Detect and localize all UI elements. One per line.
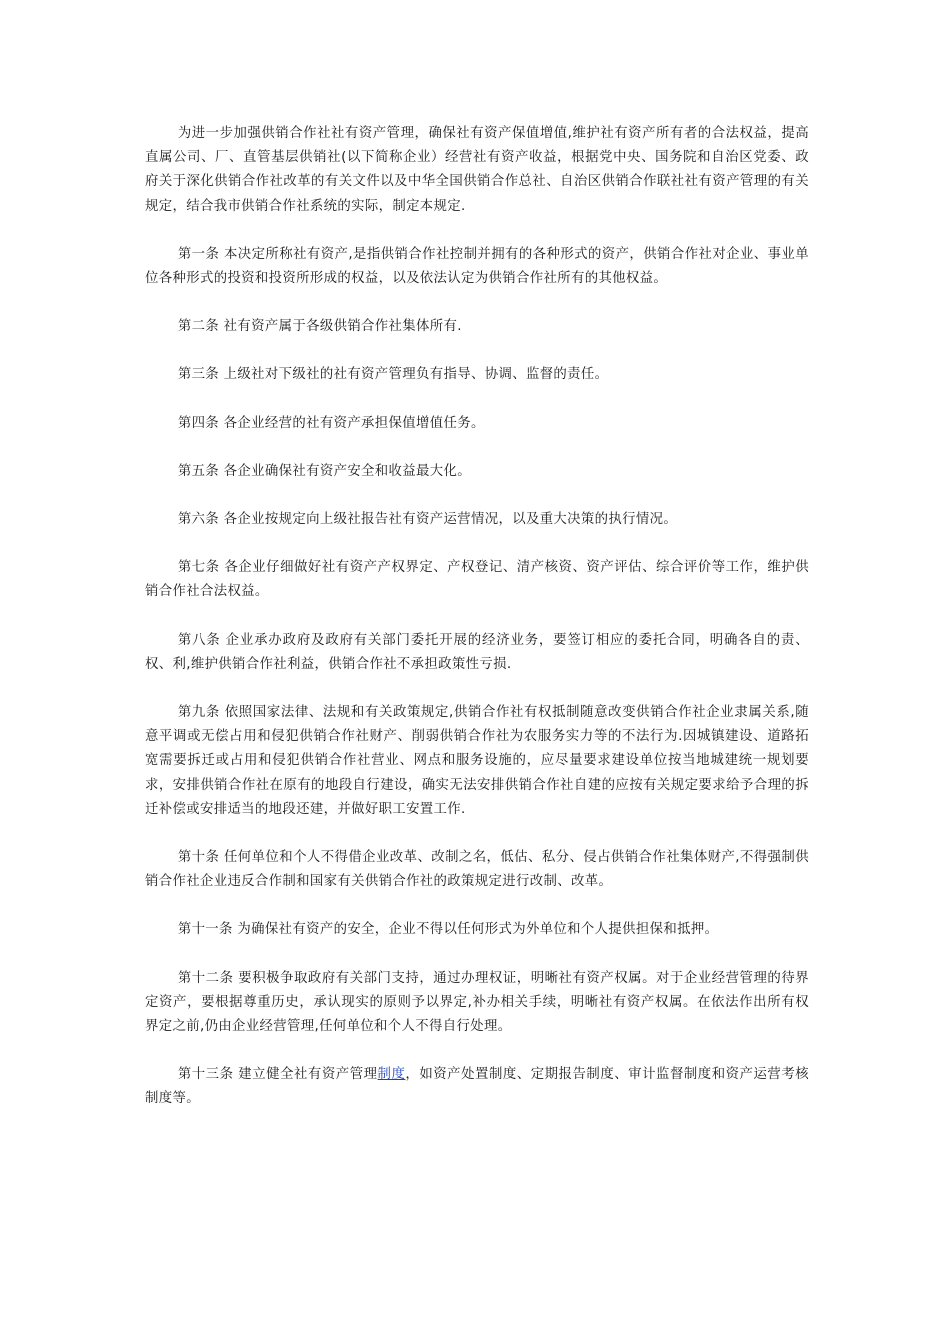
article-3-paragraph: 第三条 上级社对下级社的社有资产管理负有指导、协调、监督的责任。 — [177, 367, 609, 383]
system-link[interactable]: 制度 — [377, 1067, 406, 1083]
article-1-paragraph: 第一条 本决定所称社有资产,是指供销合作社控制并拥有的各种形式的资产，供销合作社对企业、事业单位各种形式的投资和投资所形成的权益，以及依法认定为供销合作社所有的其他权益。 — [145, 246, 809, 287]
article-10-paragraph: 第十条 任何单位和个人不得借企业改革、改制之名，低估、私分、侵占供销合作社集体财产,不得强制供销合作社企业违反合作制和国家有关供销合作社的政策规定进行改制、改革。 — [145, 850, 809, 890]
article-6-paragraph: 第六条 各企业按规定向上级社报告社有资产运营情况，以及重大决策的执行情况。 — [177, 512, 678, 528]
preamble-paragraph: 为进一步加强供销合作社社有资产管理，确保社有资产保值增值,维护社有资产所有者的合法权益，提高直属公司、厂、直管基层供销社(以下简称企业）经营社有资产收益，根据党中央、国务院和自治区党委、政府关于深化供销合作社改革的有关文件以及中华全国供销合作总社、自治区供销合作联社社有资产管理的有关规定，结合我市供销合作社系统的实际，制定本规定. — [145, 126, 809, 214]
article-9-paragraph: 第九条 依照国家法律、法规和有关政策规定,供销合作社有权抵制随意改变供销合作社企业隶属关系,随意平调或无偿占用和侵犯供销合作社财产、削弱供销合作社为农服务实力等的不法行为.因城镇建设、道路拓宽需要拆迁或占用和侵犯供销合作社营业、网点和服务设施的，应尽量要求建设单位按当地城建统一规划要求，安排供销合作社在原有的地段自行建设，确实无法安排供销合作社自建的应按有关规定要求给予合理的拆迁补偿或安排适当的地段还建，并做好职工安置工作. — [145, 705, 809, 817]
article-2-paragraph: 第二条 社有资产属于各级供销合作社集体所有. — [177, 319, 462, 335]
document-body — [145, 122, 809, 1136]
article-13-text-after-link: ，如资产处置制度、定期报告制度、审计监督制度和资产运营考核制度等。 — [145, 1067, 809, 1107]
article-11-paragraph: 第十一条 为确保社有资产的安全，企业不得以任何形式为外单位和个人提供担保和抵押。 — [177, 922, 719, 938]
article-12-paragraph: 第十二条 要积极争取政府有关部门支持，通过办理权证，明晰社有资产权属。对于企业经营管理的待界定资产，要根据尊重历史，承认现实的原则予以界定,补办相关手续，明晰社有资产权属。在依法作出所有权界定之前,仍由企业经营管理,任何单位和个人不得自行处理。 — [145, 970, 809, 1035]
article-8-paragraph: 第八条 企业承办政府及政府有关部门委托开展的经济业务，要签订相应的委托合同，明确各自的责、权、利,维护供销合作社利益，供销合作社不承担政策性亏损. — [145, 632, 809, 672]
article-13-text-before-link: 第十三条 建立健全社有资产管理 — [177, 1067, 378, 1083]
article-4-paragraph: 第四条 各企业经营的社有资产承担保值增值任务。 — [177, 415, 485, 431]
article-5-paragraph: 第五条 各企业确保社有资产安全和收益最大化。 — [177, 463, 471, 479]
article-7-paragraph: 第七条 各企业仔细做好社有资产产权界定、产权登记、清产核资、资产评估、综合评价等工作，维护供销合作社合法权益。 — [145, 560, 809, 600]
article-13-paragraph — [145, 1063, 809, 1111]
